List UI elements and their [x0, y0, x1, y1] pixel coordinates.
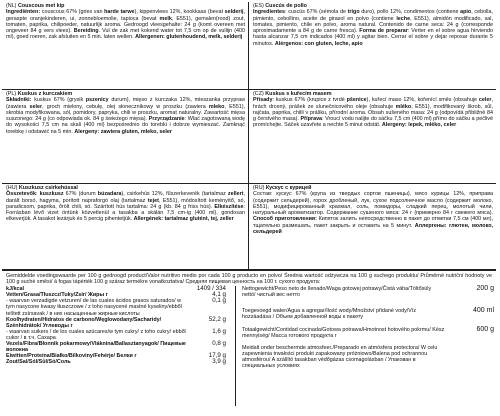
bold-text: Forma de preparar	[359, 28, 408, 34]
bold-text: Alergeny: lepek, mléko, celer	[381, 122, 457, 129]
weight-row	[242, 327, 494, 339]
language-code: (PL)	[6, 91, 18, 97]
language-code: (HU)	[6, 185, 19, 191]
product-title: Kuszkusz csirkehússal	[18, 185, 78, 191]
bold-text: celer	[478, 97, 492, 104]
section-text	[6, 3, 245, 41]
nutrition-value: 3,9 g	[212, 358, 226, 366]
nutrition-label: Eiwitten/Proteína/Białko/Bílkoviny/Fehérje/ Белки г	[6, 353, 137, 360]
nutrition-value: 52,2 g	[208, 315, 226, 323]
nutrition-row	[6, 329, 226, 341]
body-text: , E551), modifikovaný škrob, sůl, rajčata, paprika, chilli v prášku, přírodní aroma. Obsah sušeného masa: 24 g (odpovídá přibližně 84 g čerstvého masa).	[253, 103, 493, 122]
section-text	[253, 185, 493, 235]
product-title: Kuskus z kurczakiem	[17, 91, 73, 97]
bold-text: Összetevők	[6, 191, 36, 198]
bold-text: Bereiding	[73, 28, 99, 34]
product-title: Kuskus s kuřecím masem	[265, 91, 332, 97]
bold-text: Ingredientes	[253, 9, 286, 16]
body-text: , E551), almidón modificado, sal, tomates, pimiento, chile en polvo, aroma natural. Contenido de carne seca: 24 g (corresponde aproximadamente a 84 g de carne fresca).	[253, 15, 493, 34]
weight-value: 200 g	[476, 285, 494, 293]
body-text: :	[35, 191, 40, 198]
body-text: ), kippenvlees 12%, kookkaas (bevat	[134, 9, 225, 16]
body-text: kuskus 67% (grysik	[34, 97, 86, 104]
weight-value: 600 g	[476, 325, 494, 333]
body-text: ), kuřecí maso 12%, kořenící směs (obsahuje	[366, 97, 479, 104]
weight-label: Toegevoegd water/Agua a agregar/Ilość wody/Množství přidané vody/Víz hozzáadása / Объем добавленной воды к пакету	[242, 308, 417, 321]
section-ru	[249, 184, 496, 270]
body-text: duro), pollo 12%, condimentos (contiene	[359, 9, 461, 16]
body-text: : cuscús 67% (sémola de	[285, 9, 348, 16]
bold-text: leche	[396, 15, 411, 22]
bold-text: pšenice	[346, 97, 367, 104]
bold-text: seler	[29, 103, 43, 110]
body-text: : Vroucí vodu nalijte do sáčku 7,5 cm (400 ml) přímo do sáčku a pečlivě promíchejte. Sáček uzavřete a nechte 5 minut odstát.	[253, 116, 493, 129]
body-text: , E551), gemalen(rood) zout, tomaten, paprika, chilipoeder, natuurlijk aroma. Gedroogd vleesgehalte: 24 g (komt overeen met ongeveer 84 g vers vlees).	[6, 15, 245, 34]
nutrition-row	[6, 359, 226, 365]
bold-text: Allergenen: glutenhoudend, melk, selderij	[135, 34, 243, 41]
bold-text: tejet	[147, 197, 159, 204]
product-title: Cuscús de pollo	[265, 3, 307, 9]
nutrition-label: Zout/Sal/Sól/Sůl/Só/Соль	[6, 359, 71, 366]
bold-text: trigo	[347, 9, 360, 16]
product-title: Couscous met kip	[17, 3, 65, 9]
weight-label: Totaalgewicht/Contidad cocinada/Gotowa potrawa/Hmotnost hotového pokrmu/ Kész mennyiség/ Масса готового продукта г	[242, 326, 445, 339]
nutrition-row	[6, 341, 226, 353]
nutrition-label: Vezels/Fibra/Błonnik pokarmowy/Vláknina/Ballasztanyagok/ Пищевые волокна	[6, 341, 186, 354]
nutrition-divider	[235, 286, 236, 406]
bold-text: Přísady	[253, 97, 273, 104]
nutrition-label: Koolhydraten/Hidratos de carbono/Węglowodany/Sacharidy/ Szénhidrátok/ Углеводы г	[6, 316, 162, 329]
nutrition-label: Vetten/Grasa/Tłuszcz/Tuky/Zsír/ Жиры г	[6, 292, 108, 299]
bold-text: Способ приготовления:	[253, 216, 317, 223]
body-text: : Verter en el sobre agua hirviendo hasta alcanzar 7,5 cm indicados (400 ml) y agitar bien. Cerrar el sobre y dejar reposar durante 5 minutos.	[253, 28, 493, 47]
bold-text: apio	[460, 9, 472, 16]
bold-text: melk	[159, 15, 172, 22]
language-code: (NL)	[6, 3, 18, 9]
product-label	[2, 2, 496, 412]
bold-text: pszenicy	[85, 97, 109, 104]
product-title: Кускус с курицей	[265, 185, 312, 191]
bold-text: selderij	[224, 9, 244, 16]
section-text	[6, 185, 245, 223]
nutrition-label: - waarvan verzadigde vetzuren/ de las cuales ácidos grasos saturados/ w tym nasycone kwasy tłuszczowe / z toho nasycené mastné kyseliny/ebből telített zsírsavak / в них насыщенные жирные кислоты	[6, 298, 182, 317]
bold-text: Аллергены: глютен, молоко, сельдерей	[253, 222, 494, 235]
section-nl	[2, 2, 249, 90]
body-text: ), csirkehús 12%, fűszerkeverék (tartalmaz	[121, 191, 228, 198]
nutrition-value: 4,1 g	[212, 291, 226, 299]
nutrition-value: 0,1 g	[212, 297, 226, 305]
bold-text: Alergeny: zawiera gluten, mleko, seler	[74, 128, 172, 135]
nutrition-label: kJ/kcal	[6, 286, 24, 293]
body-text: , geraspte oranjekinderen, ui, zonnebloemolie, tapioca (bevat	[6, 9, 246, 22]
nutrition-row	[6, 298, 226, 316]
body-text: . Vul de zak met kokend water tot 7,5 cm op de vullijn (400 ml), goed roeren, zak afsluiten en 5 min. laten wellen.	[6, 28, 245, 41]
weight-label: Meidalt onder beschermde atmosfeer./Preparado en atmósfera protectora/ W celu zapewnienia trwałości produkt zapakowany próżniowo/Balena pod ochrannou atmosférou/ A szállító tasakban védőgázas csomagolásban / Упакован в специальных условиях	[242, 344, 438, 370]
nutrition-label: - waarvan suikers / de los cuales azúcares/w tym cukry/ z toho cukry/ ebből cukor / в т.ч. Сахара	[6, 328, 186, 341]
body-text: , darált borsó, hagyma, porított napraforgó olaj (tartalmaz	[6, 191, 245, 204]
body-text: , E551), skrobia modyfikowana, sól, pomidory, papryka, chili w proszku, aromat naturalny. Zawartość mięsa suszonego: 24 g (co odpowiada ok. 84 g świeżego mięsa).	[6, 103, 245, 122]
bold-text: mleko	[208, 103, 225, 110]
bold-text: Allergének: tartalmaz glutént, tej, zeller	[133, 216, 234, 223]
bold-text: Elkészítése	[214, 203, 244, 210]
nutrition-value: 1,6 g	[212, 327, 226, 335]
nutrition-section	[2, 270, 496, 406]
bold-text: mléko	[395, 103, 412, 110]
body-text: Состав: кускус 67% (крупа из твердых сортов пшеницы), мясо курицы 12%, приправа (содержит сельдерей), горох дробленый, лук, сухое подсолнечное масло (содержит молоко, E551), модифицированный крахмал, соль, помидоры, сладкий перец, молотый чили, натуральный ароматизатор. Содержание сушеного мяса: 24 г (примерно 84 г свежего мяса).	[253, 191, 493, 216]
body-text: 67% (durum	[63, 191, 98, 198]
language-code: (CZ)	[253, 91, 266, 97]
bold-text: Příprava	[300, 116, 323, 122]
body-text: : Wlać zagotowaną wodę do wysokości 7,5 cm na skali (400 ml) bezpośrednio do torebki i dobrze wymieszać. Zamknąć torebkę i odstawić na 5 min.	[6, 116, 245, 135]
nutrition-row	[6, 317, 226, 329]
nutrition-header: Gemiddelde voedingswaarde per 100 g gedroogd product/Valor nutritivo medio por cada 100 g producto en polvo/ Średnia wartość odżywcza na 100 g suchego produktu/ Průměrné nutriční hodnoty ve 100 g suché směsi/ á fogas tápérték 100 g száraz termékre vonatkoztatva/ Средняя пищевая ценность на 100 г. сухого продукта:	[6, 273, 492, 286]
body-text: : kuskus 67% (krupice z tvrdé	[272, 97, 347, 104]
weight-label: Nettogewicht/Peso neto de llenado/Waga gotowej potrawy/Čistá váha/Töltősúly nettó/ чистый вес нетто	[242, 286, 432, 299]
body-text: , groch mielony, cebulę, olej słonecznikowy w proszku (zawiera	[42, 103, 209, 110]
weight-row	[242, 286, 494, 298]
section-es	[249, 2, 496, 90]
nutrition-value: 17,9 g	[208, 352, 226, 360]
bold-text: Składniki:	[6, 97, 35, 104]
nutrition-table	[6, 286, 226, 365]
body-text: Кипяток залить непосредственно в пакет до отметки 7,5 см (400 мл), тщательно размешать, пакет закрыть и оставить на 5 минут.	[253, 216, 493, 229]
weight-row	[242, 308, 494, 320]
weight-row	[242, 345, 494, 369]
nutrition-value: 1409 / 334	[196, 285, 226, 293]
bold-text: búzadara	[97, 191, 122, 198]
section-hu	[2, 184, 249, 270]
bold-text: zellert	[227, 191, 244, 198]
language-code: (RU)	[253, 185, 266, 191]
ingredients-grid	[2, 2, 496, 270]
section-pl	[2, 90, 249, 184]
body-text: , hrách drcený, prášek ze slunečnicového oleje (obsahuje	[253, 97, 493, 110]
section-text	[6, 91, 245, 135]
bold-text: Przyrządzanie	[148, 116, 185, 122]
weight-value: 400 ml	[472, 307, 494, 315]
section-text	[253, 91, 493, 129]
section-text	[253, 3, 493, 47]
language-code: (ES)	[253, 3, 266, 9]
weights-panel	[242, 286, 494, 375]
body-text: , E551), módosított keményítő, só, paradicsom, paprika, őrölt chili, só. Szárított hús tartalma: 24 g (kb. 84 g friss hús).	[6, 197, 245, 210]
body-text: couscous 67% (gries van	[41, 9, 105, 16]
bold-text: kuszkusz	[39, 191, 64, 198]
nutrition-value: 0,8 g	[212, 340, 226, 348]
body-text: durum), mięso z kurczaka 12%, mieszanka przypraw (zawiera	[6, 97, 246, 110]
section-cz	[249, 90, 496, 184]
bold-text: Ingrediënten:	[6, 9, 42, 16]
body-text: , cebolla, pimiento, cebollino, aceite de girasol en polvo (contiene	[253, 9, 493, 22]
bold-text: harde tarwe	[104, 9, 135, 16]
bold-text: Alérgenos: con gluten, leche, apio	[274, 40, 363, 47]
nutrition-body	[2, 286, 496, 406]
body-text: : Forrásban lévő vizet öntünk közvetlenül a tasakba a skálán 7,5 cm-ig (400 ml), gondosan elkeverjük. A tasakot lezárjuk és 5 percig pihentetjük.	[6, 203, 245, 223]
